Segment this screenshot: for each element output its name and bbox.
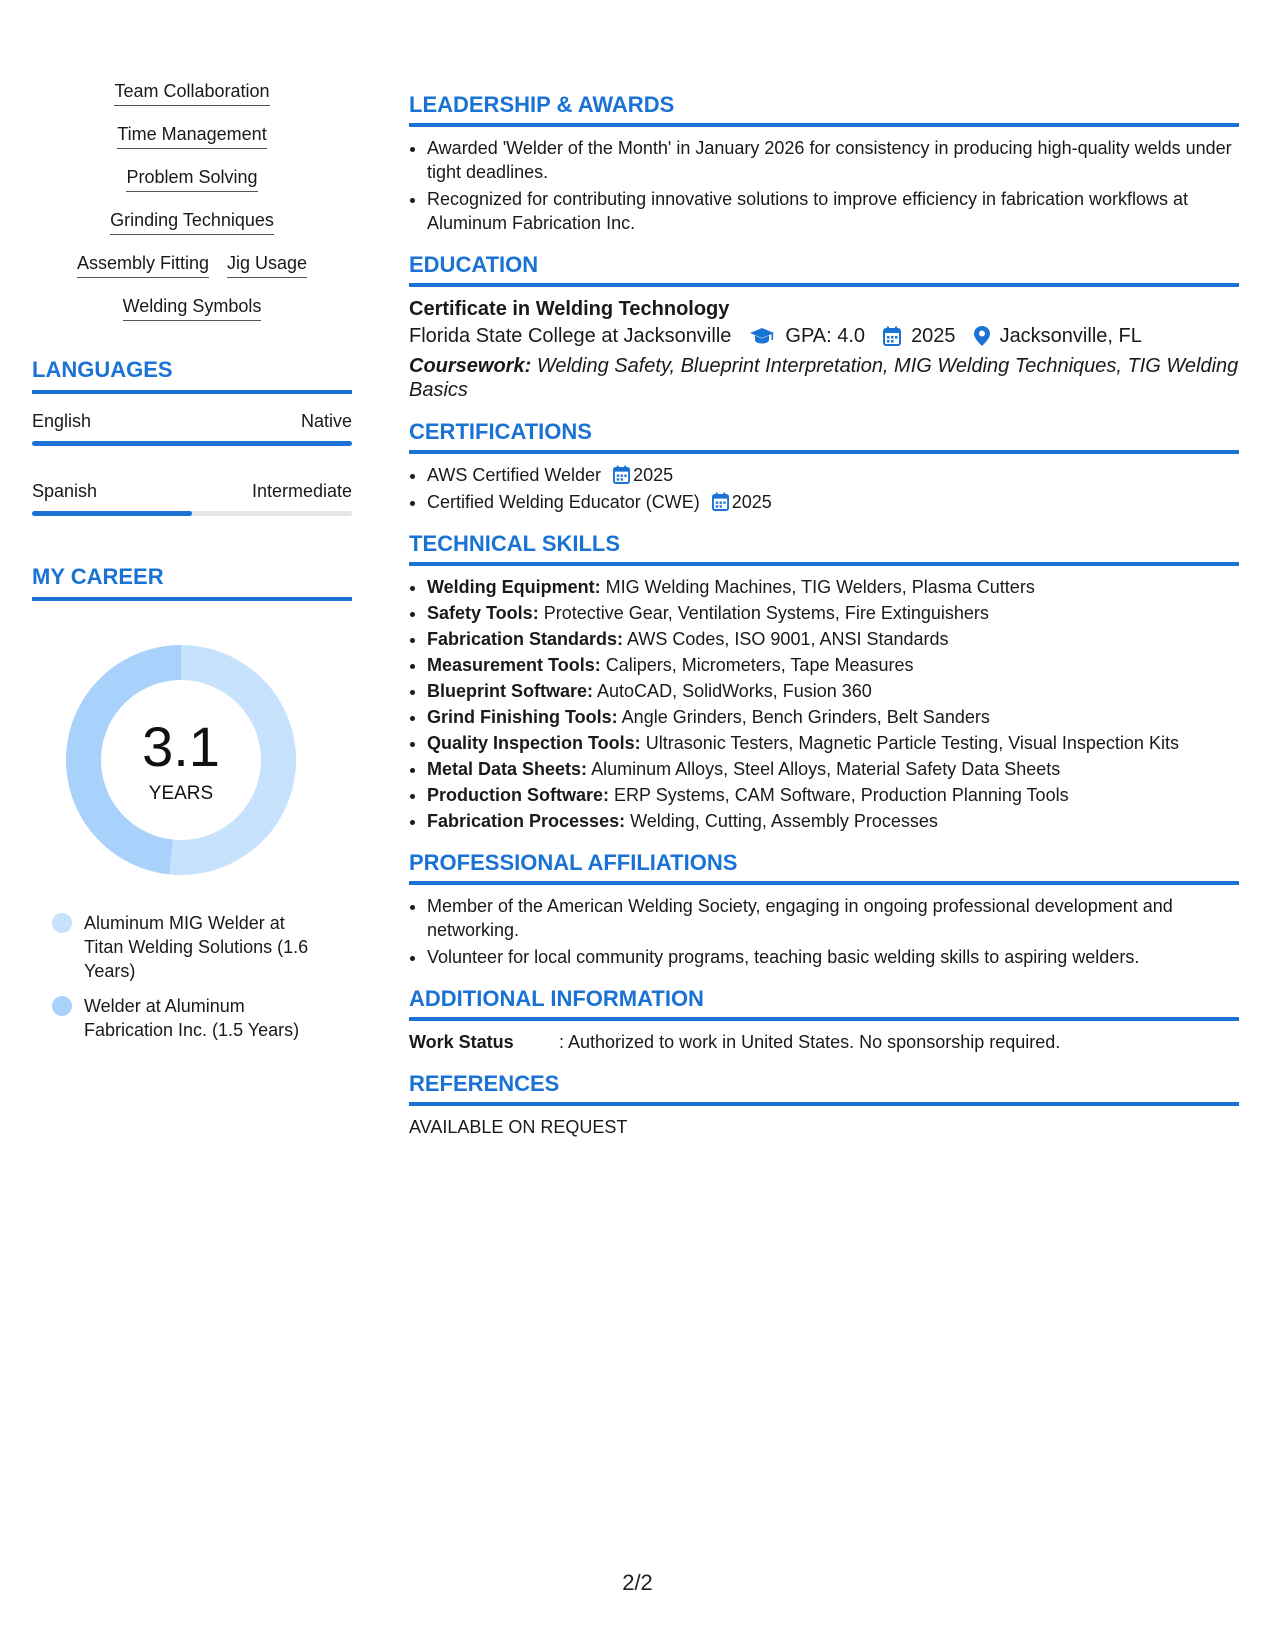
- leadership-heading: LEADERSHIP & AWARDS: [409, 92, 1239, 127]
- technical-skill-label: Grind Finishing Tools:: [427, 707, 618, 727]
- technical-skill-value: Aluminum Alloys, Steel Alloys, Material Safety Data Sheets: [591, 759, 1061, 779]
- technical-skill-value: Ultrasonic Testers, Magnetic Particle Testing, Visual Inspection Kits: [645, 733, 1179, 753]
- technical-skill-item: [427, 575, 1239, 599]
- language-item: [32, 410, 352, 446]
- language-bar-fill: [32, 441, 352, 446]
- certification-year: 2025: [633, 465, 674, 485]
- career-unit: YEARS: [148, 783, 214, 804]
- references-text: AVAILABLE ON REQUEST: [409, 1117, 628, 1137]
- technical-skill-item: [427, 731, 1239, 755]
- technical-skill-value: Protective Gear, Ventilation Systems, Fire Extinguishers: [543, 603, 989, 623]
- certifications-section: [409, 419, 1239, 514]
- leadership-item: • Awarded 'Welder of the Month' in January 2026 for consistency in producing high-quality welds under tight deadlines.: [427, 136, 1239, 184]
- legend-dot-icon: [52, 913, 72, 933]
- technical-skill-value: AutoCAD, SolidWorks, Fusion 360: [597, 681, 872, 701]
- additional-section: [409, 986, 1239, 1054]
- technical-skill-item: [427, 757, 1239, 781]
- language-name: English: [32, 411, 92, 431]
- work-status-label: Work Status: [409, 1032, 514, 1052]
- technical-skills-list: [409, 575, 1239, 833]
- certification-name: AWS Certified Welder: [427, 465, 602, 485]
- work-status-value: : Authorized to work in United States. No sponsorship required.: [559, 1032, 1061, 1052]
- calendar-icon: [712, 492, 729, 511]
- skills-list: [32, 80, 352, 321]
- work-status-row: [409, 1030, 1239, 1054]
- career-legend-item: [52, 911, 312, 983]
- education-details: [409, 322, 1239, 350]
- language-level: Intermediate: [251, 481, 352, 501]
- education-section: [409, 252, 1239, 402]
- technical-skill-label: Quality Inspection Tools:: [427, 733, 641, 753]
- language-bar: [32, 441, 352, 446]
- technical-skill-value: Calipers, Micrometers, Tape Measures: [605, 655, 914, 675]
- technical-skill-item: [427, 627, 1239, 651]
- career-legend-label: Aluminum MIG Welder at Titan Welding Solutions (1.6 Years): [84, 913, 309, 981]
- languages-section: [32, 357, 352, 516]
- skill-row: [32, 209, 352, 235]
- skill-tag: Assembly Fitting: [77, 252, 209, 278]
- calendar-icon: [613, 465, 630, 484]
- career-section: [32, 564, 352, 1042]
- skill-tag: Time Management: [117, 123, 266, 149]
- skill-row: [32, 123, 352, 149]
- technical-skills-heading: TECHNICAL SKILLS: [409, 531, 1239, 566]
- affiliation-item: • Member of the American Welding Society, engaging in ongoing professional development and networking.: [427, 894, 1239, 942]
- technical-skill-item: [427, 601, 1239, 625]
- leadership-item: • Recognized for contributing innovative solutions to improve efficiency in fabrication workflows at Aluminum Fabrication Inc.: [427, 187, 1239, 235]
- career-donut: [66, 645, 296, 875]
- graduation-year: 2025: [911, 325, 956, 347]
- certification-item: [427, 490, 1239, 514]
- technical-skill-label: Safety Tools:: [427, 603, 539, 623]
- skill-tag: Grinding Techniques: [110, 209, 274, 235]
- skill-row: [32, 295, 352, 321]
- skill-tag: Welding Symbols: [123, 295, 262, 321]
- degree-title: Certificate in Welding Technology: [409, 298, 730, 320]
- certification-name: Certified Welding Educator (CWE): [427, 492, 700, 512]
- certification-item: [427, 463, 1239, 487]
- career-legend-item: [52, 994, 312, 1042]
- additional-heading: ADDITIONAL INFORMATION: [409, 986, 1239, 1021]
- career-legend-label: Welder at Aluminum Fabrication Inc. (1.5 Years): [84, 996, 300, 1040]
- references-heading: REFERENCES: [409, 1071, 1239, 1106]
- school-name: Florida State College at Jacksonville: [409, 325, 732, 347]
- technical-skill-value: Angle Grinders, Bench Grinders, Belt Sanders: [621, 707, 990, 727]
- left-column: [32, 80, 352, 1053]
- technical-skill-item: [427, 653, 1239, 677]
- career-heading: MY CAREER: [32, 564, 352, 601]
- location-pin-icon: [974, 326, 990, 346]
- skill-tag: Team Collaboration: [114, 80, 269, 106]
- calendar-icon: [883, 326, 901, 346]
- skill-row: [32, 166, 352, 192]
- languages-list: [32, 410, 352, 516]
- skill-row: [32, 80, 352, 106]
- affiliation-item: • Volunteer for local community programs, teaching basic welding skills to aspiring welders.: [427, 945, 1239, 969]
- certifications-list: [409, 463, 1239, 514]
- skill-row: [32, 252, 352, 278]
- skill-tag: Jig Usage: [227, 252, 307, 278]
- graduation-cap-icon: [749, 327, 775, 345]
- career-total: 3.1: [142, 715, 220, 778]
- references-section: [409, 1071, 1239, 1139]
- technical-skill-value: AWS Codes, ISO 9001, ANSI Standards: [627, 629, 949, 649]
- affiliations-section: [409, 850, 1239, 969]
- certification-year: 2025: [731, 492, 772, 512]
- technical-skill-item: [427, 783, 1239, 807]
- technical-skill-label: Welding Equipment:: [427, 577, 601, 597]
- leadership-section: [409, 92, 1239, 235]
- languages-heading: LANGUAGES: [32, 357, 352, 394]
- technical-skill-label: Fabrication Processes:: [427, 811, 626, 831]
- technical-skill-value: ERP Systems, CAM Software, Production Planning Tools: [614, 785, 1069, 805]
- page-number: 2/2: [622, 1570, 653, 1595]
- language-level: Native: [300, 411, 352, 431]
- language-item: [32, 480, 352, 516]
- technical-skills-section: [409, 531, 1239, 833]
- technical-skill-value: MIG Welding Machines, TIG Welders, Plasma Cutters: [605, 577, 1035, 597]
- education-heading: EDUCATION: [409, 252, 1239, 287]
- career-legend: [32, 911, 352, 1042]
- language-bar: [32, 511, 352, 516]
- coursework-list: Welding Safety, Blueprint Interpretation, MIG Welding Techniques, TIG Welding Basics: [409, 355, 1239, 401]
- language-bar-fill: [32, 511, 192, 516]
- language-name: Spanish: [32, 481, 98, 501]
- legend-dot-icon: [52, 996, 72, 1016]
- language-row: [32, 480, 352, 502]
- technical-skill-label: Blueprint Software:: [427, 681, 594, 701]
- coursework: [409, 354, 1239, 402]
- gpa: GPA: 4.0: [785, 325, 866, 347]
- school-location: Jacksonville, FL: [999, 325, 1142, 347]
- coursework-label: Coursework:: [409, 355, 532, 377]
- technical-skill-item: [427, 809, 1239, 833]
- language-row: [32, 410, 352, 432]
- technical-skill-label: Measurement Tools:: [427, 655, 601, 675]
- certifications-heading: CERTIFICATIONS: [409, 419, 1239, 454]
- technical-skill-label: Production Software:: [427, 785, 610, 805]
- technical-skill-label: Metal Data Sheets:: [427, 759, 588, 779]
- affiliations-heading: PROFESSIONAL AFFILIATIONS: [409, 850, 1239, 885]
- technical-skill-label: Fabrication Standards:: [427, 629, 624, 649]
- technical-skill-item: [427, 679, 1239, 703]
- right-column: [409, 92, 1239, 1156]
- technical-skill-item: [427, 705, 1239, 729]
- technical-skill-value: Welding, Cutting, Assembly Processes: [630, 811, 938, 831]
- leadership-list: [409, 136, 1239, 235]
- affiliations-list: [409, 894, 1239, 969]
- skill-tag: Problem Solving: [126, 166, 257, 192]
